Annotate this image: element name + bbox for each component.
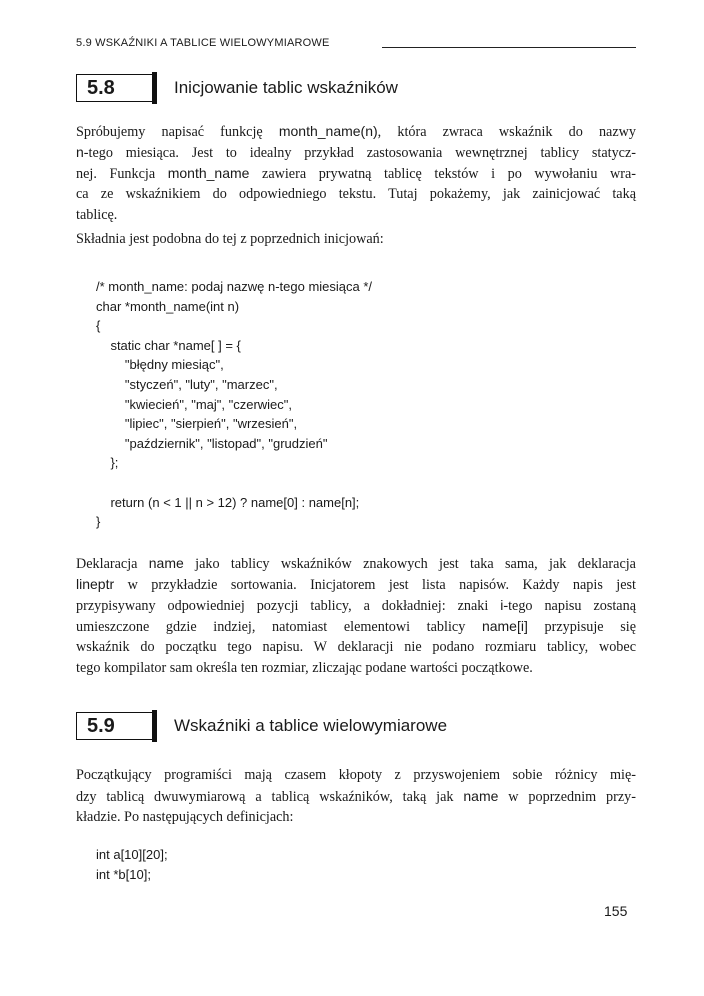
section-5-8-heading bbox=[76, 74, 636, 104]
code-term: name bbox=[148, 555, 184, 571]
section-number: 5.9 bbox=[87, 715, 115, 737]
code-line: "kwiecień", "maj", "czerwiec", bbox=[96, 396, 293, 412]
code-line: } bbox=[96, 514, 101, 530]
code-term: month_name bbox=[167, 165, 250, 181]
code-listing-month-name bbox=[96, 277, 616, 532]
code-line: "październik", "listopad", "grudzień" bbox=[96, 435, 328, 451]
code-line: int a[10][20]; bbox=[96, 847, 168, 862]
paragraph-line: wskaźnik do początku tego napisu. W deklaracji nie podano rozmiaru tablicy, wobec bbox=[76, 639, 636, 655]
paragraph-syntax bbox=[76, 229, 636, 250]
section-box-bar bbox=[152, 710, 157, 742]
page-number: 155 bbox=[604, 903, 628, 919]
code-term: name[i] bbox=[481, 618, 528, 634]
code-line: "błędny miesiąc", bbox=[96, 357, 224, 373]
paragraph-line: kładzie. Po następujących definicjach: bbox=[76, 809, 294, 825]
running-head-rule bbox=[382, 47, 636, 48]
code-term: month_name(n) bbox=[278, 123, 378, 139]
code-line: static char *name[ ] = { bbox=[96, 337, 241, 353]
paragraph-line: tablicę. bbox=[76, 207, 118, 223]
paragraph-line: tego kompilator sam określa ten rozmiar, zliczając podane wartości początkowe. bbox=[76, 660, 533, 676]
paragraph-line: przypisywany odpowiedniej pozycji tablicy, a dokładniej: znaki i-tego napisu zostaną bbox=[76, 597, 636, 614]
paragraph-line: ca ze wskaźnikiem do odpowiedniego tekstu. Tutaj pokażemy, jak zainicjować taką bbox=[76, 186, 636, 202]
code-line: return (n < 1 || n > 12) ? name[0] : name[n]; bbox=[96, 494, 360, 510]
section-box-bar bbox=[152, 72, 157, 104]
paragraph-line: lineptr w przykładzie sortowania. Inicjatorem jest lista napisów. Każdy napis jest bbox=[76, 576, 636, 593]
paragraph-line: Składnia jest podobna do tej z poprzednich inicjowań: bbox=[76, 231, 384, 247]
paragraph-line: Początkujący programiści mają czasem kłopoty z przyswojeniem sobie różnicy mię- bbox=[76, 767, 636, 783]
paragraph-multidim bbox=[76, 765, 636, 828]
paragraph-intro bbox=[76, 121, 636, 226]
section-number-box bbox=[76, 74, 156, 102]
section-number: 5.8 bbox=[87, 77, 115, 99]
section-title: Inicjowanie tablic wskaźników bbox=[174, 78, 398, 97]
code-term: name bbox=[463, 788, 499, 804]
code-line: "styczeń", "luty", "marzec", bbox=[96, 376, 278, 392]
paragraph-line: nej. Funkcja month_name zawiera prywatną tablicę tekstów i po wywołaniu wra- bbox=[76, 165, 636, 182]
code-line: int *b[10]; bbox=[96, 866, 151, 882]
code-line: "lipiec", "sierpień", "wrzesień", bbox=[96, 416, 298, 432]
paragraph-line: umieszczone gdzie indziej, natomiast elementowi tablicy name[i] przypisuje się bbox=[76, 618, 636, 635]
running-head bbox=[76, 37, 636, 51]
code-line: char *month_name(int n) bbox=[96, 298, 240, 314]
section-title: Wskaźniki a tablice wielowymiarowe bbox=[174, 716, 448, 735]
paragraph-line: n-tego miesiąca. Jest to idealny przykład zastosowania wewnętrznej tablicy statycz- bbox=[76, 144, 636, 161]
paragraph-line: dzy tablicą dwuwymiarową a tablicą wskaźników, taką jak name w poprzednim przy- bbox=[76, 788, 636, 805]
code-term: n bbox=[76, 144, 84, 160]
code-line: }; bbox=[96, 455, 119, 471]
paragraph-line: Deklaracja name jako tablicy wskaźników znakowych jest taka sama, jak deklaracja bbox=[76, 555, 636, 572]
code-line: /* month_name: podaj nazwę n-tego miesiąca */ bbox=[96, 279, 373, 294]
code-line bbox=[96, 473, 616, 493]
section-number-box bbox=[76, 712, 156, 740]
running-head-text: 5.9 WSKAŹNIKI A TABLICE WIELOWYMIAROWE bbox=[76, 37, 330, 49]
code-line: { bbox=[96, 318, 101, 334]
paragraph-declaration bbox=[76, 553, 636, 679]
code-term: i bbox=[500, 597, 504, 613]
code-term: lineptr bbox=[76, 576, 115, 592]
section-5-9-heading bbox=[76, 712, 636, 742]
paragraph-line: Spróbujemy napisać funkcję month_name(n), która zwraca wskaźnik do nazwy bbox=[76, 123, 636, 140]
code-listing-definitions bbox=[96, 845, 616, 884]
